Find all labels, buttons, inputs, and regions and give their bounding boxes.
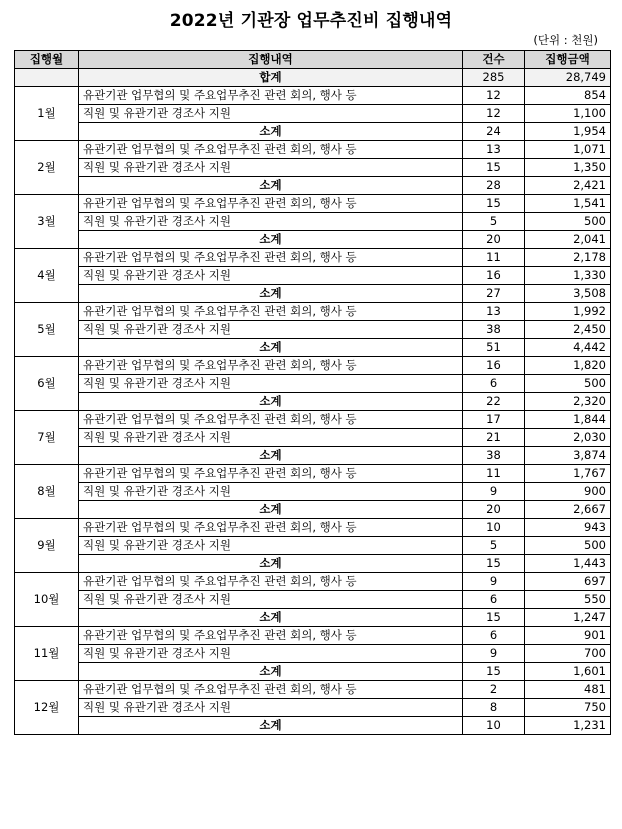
table-row bbox=[15, 357, 611, 375]
count-cell: 17 bbox=[463, 411, 525, 429]
count-cell: 2 bbox=[463, 681, 525, 699]
subtotal-amount: 1,954 bbox=[525, 123, 611, 141]
month-cell: 8월 bbox=[15, 465, 79, 519]
amount-cell: 2,030 bbox=[525, 429, 611, 447]
subtotal-row bbox=[15, 663, 611, 681]
amount-cell: 1,541 bbox=[525, 195, 611, 213]
amount-cell: 500 bbox=[525, 537, 611, 555]
amount-cell: 1,350 bbox=[525, 159, 611, 177]
subtotal-label: 소계 bbox=[79, 393, 463, 411]
subtotal-amount: 2,320 bbox=[525, 393, 611, 411]
amount-cell: 700 bbox=[525, 645, 611, 663]
month-cell: 1월 bbox=[15, 87, 79, 141]
header-amount: 집행금액 bbox=[525, 51, 611, 69]
subtotal-amount: 3,874 bbox=[525, 447, 611, 465]
subtotal-row bbox=[15, 609, 611, 627]
table-row bbox=[15, 681, 611, 699]
subtotal-row bbox=[15, 339, 611, 357]
subtotal-row bbox=[15, 717, 611, 735]
total-month-cell bbox=[15, 69, 79, 87]
subtotal-count: 15 bbox=[463, 609, 525, 627]
count-cell: 6 bbox=[463, 375, 525, 393]
subtotal-amount: 1,601 bbox=[525, 663, 611, 681]
subtotal-row bbox=[15, 393, 611, 411]
count-cell: 15 bbox=[463, 159, 525, 177]
total-count: 285 bbox=[463, 69, 525, 87]
table-row bbox=[15, 87, 611, 105]
count-cell: 11 bbox=[463, 465, 525, 483]
count-cell: 16 bbox=[463, 267, 525, 285]
count-cell: 16 bbox=[463, 357, 525, 375]
count-cell: 21 bbox=[463, 429, 525, 447]
desc-cell: 유관기관 업무협의 및 주요업무추진 관련 회의, 행사 등 bbox=[79, 681, 463, 699]
amount-cell: 1,992 bbox=[525, 303, 611, 321]
amount-cell: 901 bbox=[525, 627, 611, 645]
amount-cell: 1,767 bbox=[525, 465, 611, 483]
month-cell: 10월 bbox=[15, 573, 79, 627]
table-row bbox=[15, 249, 611, 267]
count-cell: 12 bbox=[463, 87, 525, 105]
count-cell: 9 bbox=[463, 483, 525, 501]
table-row bbox=[15, 105, 611, 123]
subtotal-row bbox=[15, 501, 611, 519]
subtotal-count: 10 bbox=[463, 717, 525, 735]
subtotal-amount: 2,667 bbox=[525, 501, 611, 519]
amount-cell: 900 bbox=[525, 483, 611, 501]
subtotal-label: 소계 bbox=[79, 555, 463, 573]
table-row bbox=[15, 537, 611, 555]
desc-cell: 직원 및 유관기관 경조사 지원 bbox=[79, 213, 463, 231]
count-cell: 38 bbox=[463, 321, 525, 339]
month-cell: 7월 bbox=[15, 411, 79, 465]
desc-cell: 유관기관 업무협의 및 주요업무추진 관련 회의, 행사 등 bbox=[79, 627, 463, 645]
table-row bbox=[15, 519, 611, 537]
count-cell: 13 bbox=[463, 303, 525, 321]
subtotal-label: 소계 bbox=[79, 177, 463, 195]
subtotal-row bbox=[15, 447, 611, 465]
month-cell: 4월 bbox=[15, 249, 79, 303]
desc-cell: 직원 및 유관기관 경조사 지원 bbox=[79, 645, 463, 663]
table-row bbox=[15, 195, 611, 213]
total-amount: 28,749 bbox=[525, 69, 611, 87]
amount-cell: 481 bbox=[525, 681, 611, 699]
month-cell: 3월 bbox=[15, 195, 79, 249]
subtotal-count: 22 bbox=[463, 393, 525, 411]
subtotal-amount: 4,442 bbox=[525, 339, 611, 357]
expense-table bbox=[14, 50, 611, 735]
desc-cell: 직원 및 유관기관 경조사 지원 bbox=[79, 105, 463, 123]
count-cell: 6 bbox=[463, 591, 525, 609]
count-cell: 13 bbox=[463, 141, 525, 159]
count-cell: 5 bbox=[463, 213, 525, 231]
amount-cell: 2,450 bbox=[525, 321, 611, 339]
subtotal-label: 소계 bbox=[79, 285, 463, 303]
amount-cell: 500 bbox=[525, 375, 611, 393]
amount-cell: 500 bbox=[525, 213, 611, 231]
desc-cell: 유관기관 업무협의 및 주요업무추진 관련 회의, 행사 등 bbox=[79, 87, 463, 105]
subtotal-count: 15 bbox=[463, 555, 525, 573]
count-cell: 10 bbox=[463, 519, 525, 537]
subtotal-row bbox=[15, 177, 611, 195]
count-cell: 11 bbox=[463, 249, 525, 267]
count-cell: 9 bbox=[463, 573, 525, 591]
desc-cell: 유관기관 업무협의 및 주요업무추진 관련 회의, 행사 등 bbox=[79, 465, 463, 483]
subtotal-label: 소계 bbox=[79, 501, 463, 519]
table-row bbox=[15, 645, 611, 663]
subtotal-count: 20 bbox=[463, 501, 525, 519]
subtotal-label: 소계 bbox=[79, 717, 463, 735]
subtotal-label: 소계 bbox=[79, 231, 463, 249]
unit-note: (단위 : 천원) bbox=[533, 33, 598, 47]
count-cell: 15 bbox=[463, 195, 525, 213]
table-row bbox=[15, 141, 611, 159]
desc-cell: 직원 및 유관기관 경조사 지원 bbox=[79, 375, 463, 393]
table-row bbox=[15, 573, 611, 591]
subtotal-row bbox=[15, 231, 611, 249]
subtotal-label: 소계 bbox=[79, 123, 463, 141]
subtotal-count: 24 bbox=[463, 123, 525, 141]
amount-cell: 1,071 bbox=[525, 141, 611, 159]
subtotal-count: 20 bbox=[463, 231, 525, 249]
amount-cell: 1,330 bbox=[525, 267, 611, 285]
count-cell: 8 bbox=[463, 699, 525, 717]
amount-cell: 1,100 bbox=[525, 105, 611, 123]
desc-cell: 유관기관 업무협의 및 주요업무추진 관련 회의, 행사 등 bbox=[79, 357, 463, 375]
amount-cell: 1,844 bbox=[525, 411, 611, 429]
desc-cell: 유관기관 업무협의 및 주요업무추진 관련 회의, 행사 등 bbox=[79, 519, 463, 537]
desc-cell: 직원 및 유관기관 경조사 지원 bbox=[79, 429, 463, 447]
subtotal-amount: 1,231 bbox=[525, 717, 611, 735]
table-row bbox=[15, 213, 611, 231]
amount-cell: 943 bbox=[525, 519, 611, 537]
table-row bbox=[15, 429, 611, 447]
desc-cell: 유관기관 업무협의 및 주요업무추진 관련 회의, 행사 등 bbox=[79, 573, 463, 591]
desc-cell: 유관기관 업무협의 및 주요업무추진 관련 회의, 행사 등 bbox=[79, 249, 463, 267]
month-cell: 2월 bbox=[15, 141, 79, 195]
desc-cell: 직원 및 유관기관 경조사 지원 bbox=[79, 159, 463, 177]
subtotal-label: 소계 bbox=[79, 609, 463, 627]
total-label: 합계 bbox=[79, 69, 463, 87]
total-row bbox=[15, 69, 611, 87]
amount-cell: 854 bbox=[525, 87, 611, 105]
desc-cell: 직원 및 유관기관 경조사 지원 bbox=[79, 591, 463, 609]
count-cell: 5 bbox=[463, 537, 525, 555]
subtotal-label: 소계 bbox=[79, 663, 463, 681]
month-cell: 11월 bbox=[15, 627, 79, 681]
subtotal-label: 소계 bbox=[79, 447, 463, 465]
amount-cell: 550 bbox=[525, 591, 611, 609]
month-cell: 12월 bbox=[15, 681, 79, 735]
table-row bbox=[15, 321, 611, 339]
month-cell: 9월 bbox=[15, 519, 79, 573]
desc-cell: 직원 및 유관기관 경조사 지원 bbox=[79, 267, 463, 285]
count-cell: 12 bbox=[463, 105, 525, 123]
table-row bbox=[15, 159, 611, 177]
amount-cell: 750 bbox=[525, 699, 611, 717]
subtotal-amount: 1,443 bbox=[525, 555, 611, 573]
desc-cell: 직원 및 유관기관 경조사 지원 bbox=[79, 699, 463, 717]
desc-cell: 유관기관 업무협의 및 주요업무추진 관련 회의, 행사 등 bbox=[79, 411, 463, 429]
header-desc: 집행내역 bbox=[79, 51, 463, 69]
subtotal-amount: 3,508 bbox=[525, 285, 611, 303]
subtotal-amount: 1,247 bbox=[525, 609, 611, 627]
page-title: 2022년 기관장 업무추진비 집행내역 bbox=[169, 11, 453, 31]
subtotal-count: 15 bbox=[463, 663, 525, 681]
desc-cell: 직원 및 유관기관 경조사 지원 bbox=[79, 321, 463, 339]
table-row bbox=[15, 627, 611, 645]
subtotal-label: 소계 bbox=[79, 339, 463, 357]
table-row bbox=[15, 267, 611, 285]
table-row bbox=[15, 483, 611, 501]
subtotal-count: 38 bbox=[463, 447, 525, 465]
month-cell: 5월 bbox=[15, 303, 79, 357]
count-cell: 6 bbox=[463, 627, 525, 645]
header-month: 집행월 bbox=[15, 51, 79, 69]
table-row bbox=[15, 411, 611, 429]
header-count: 건수 bbox=[463, 51, 525, 69]
table-body bbox=[15, 69, 611, 735]
table-row bbox=[15, 465, 611, 483]
month-cell: 6월 bbox=[15, 357, 79, 411]
amount-cell: 2,178 bbox=[525, 249, 611, 267]
subtotal-count: 28 bbox=[463, 177, 525, 195]
subtotal-row bbox=[15, 123, 611, 141]
header-row bbox=[15, 51, 611, 69]
subtotal-count: 27 bbox=[463, 285, 525, 303]
desc-cell: 유관기관 업무협의 및 주요업무추진 관련 회의, 행사 등 bbox=[79, 141, 463, 159]
table-row bbox=[15, 375, 611, 393]
desc-cell: 유관기관 업무협의 및 주요업무추진 관련 회의, 행사 등 bbox=[79, 195, 463, 213]
desc-cell: 직원 및 유관기관 경조사 지원 bbox=[79, 537, 463, 555]
amount-cell: 1,820 bbox=[525, 357, 611, 375]
amount-cell: 697 bbox=[525, 573, 611, 591]
subtotal-row bbox=[15, 285, 611, 303]
desc-cell: 유관기관 업무협의 및 주요업무추진 관련 회의, 행사 등 bbox=[79, 303, 463, 321]
table-row bbox=[15, 591, 611, 609]
desc-cell: 직원 및 유관기관 경조사 지원 bbox=[79, 483, 463, 501]
subtotal-row bbox=[15, 555, 611, 573]
subtotal-count: 51 bbox=[463, 339, 525, 357]
table-row bbox=[15, 303, 611, 321]
count-cell: 9 bbox=[463, 645, 525, 663]
table-row bbox=[15, 699, 611, 717]
subtotal-amount: 2,421 bbox=[525, 177, 611, 195]
subtotal-amount: 2,041 bbox=[525, 231, 611, 249]
